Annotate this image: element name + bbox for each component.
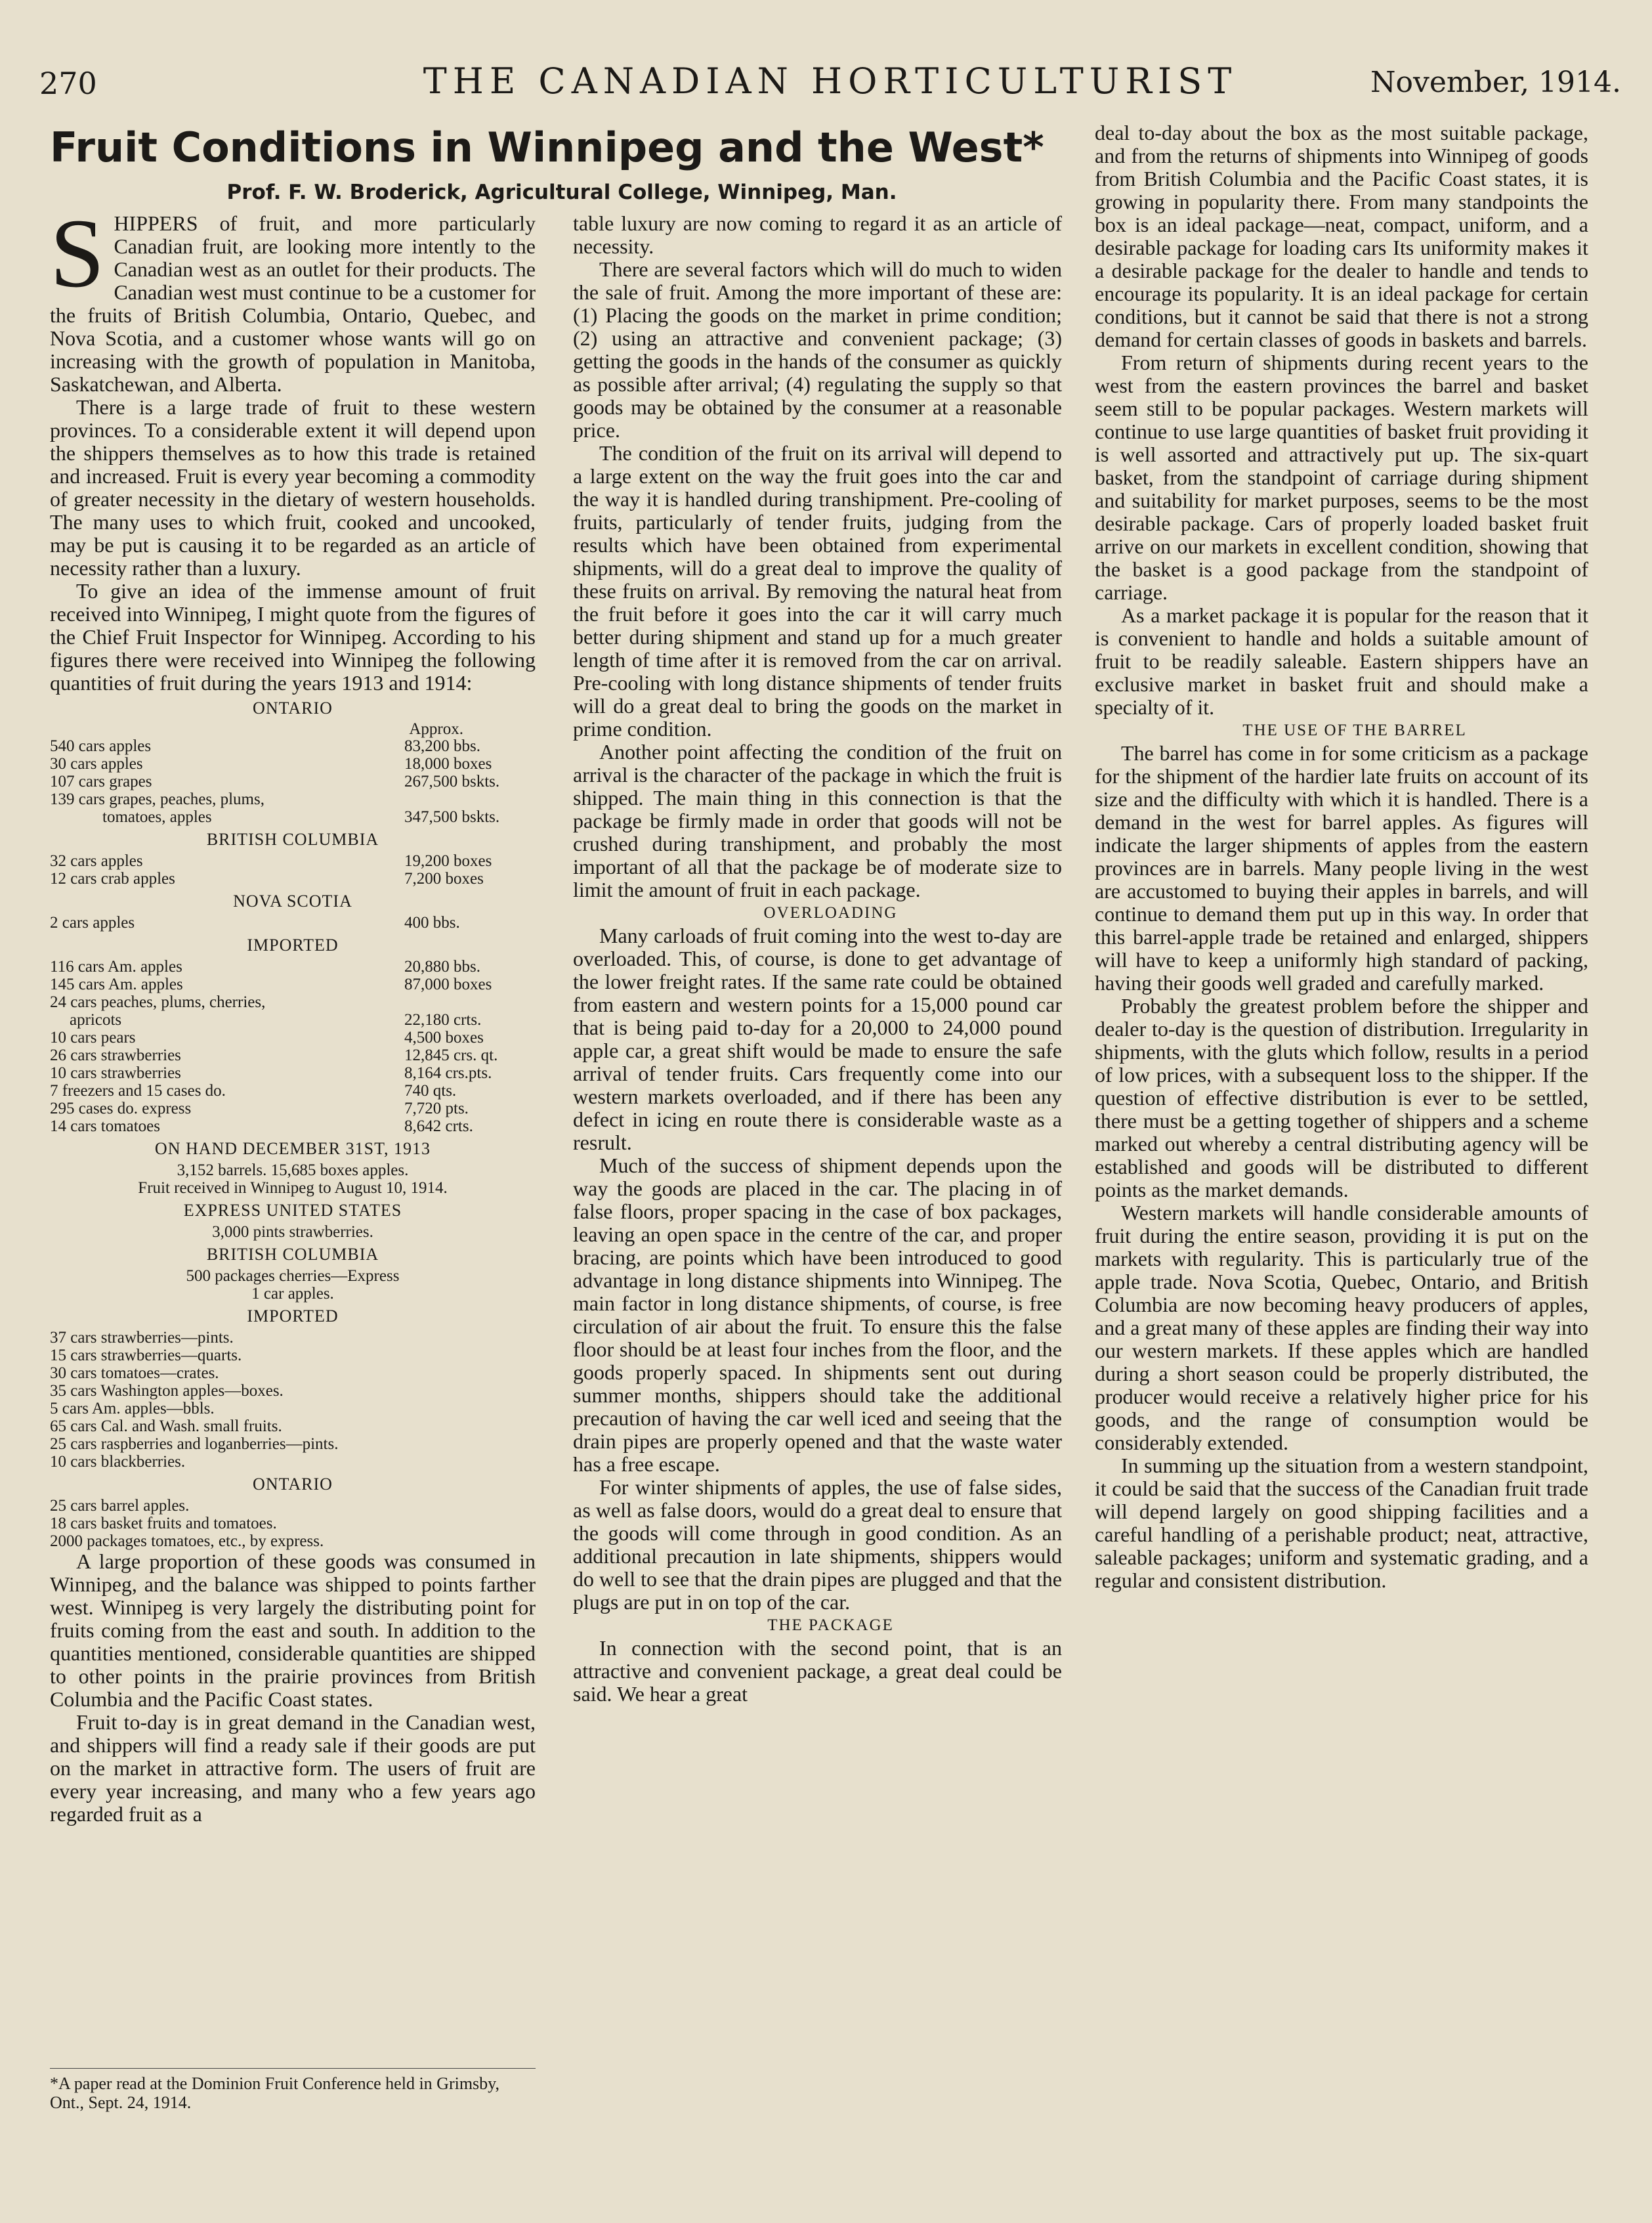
table-section-heading: NOVA SCOTIA — [233, 892, 352, 911]
paragraph: Probably the greatest problem before the shipper and dealer to-day is the question of distribution. Irregularity in shipments, with the gluts which follow, results in a period of low prices, with a subsequent loss to the shipper. If the question of effective distribution is ever to be settled, there must be a getting together of shippers and a scheme marked out whereby a central distributing agency will be established and goods will be distributed to different points as the market demands. — [1095, 994, 1588, 1201]
table-row: 12 cars crab apples 7,200 boxes — [50, 870, 484, 888]
table-section-heading: BRITISH COLUMBIA — [206, 1245, 379, 1264]
table-section-heading: ONTARIO — [253, 1475, 333, 1494]
table-note: Approx. — [409, 720, 463, 738]
paragraph: A large proportion of these goods was consumed in Winnipeg, and the balance was shipped to points farther west. Winnipeg is very largely the distributing point for fruits coming from the east and south. In addition to the quantities mentioned, considerable quantities are shipped to other points in the prairie provinces from British Columbia and the Pacific Coast states. — [50, 1549, 536, 1711]
table-section-heading: IMPORTED — [247, 1306, 339, 1326]
table-line: 3,152 barrels. 15,685 boxes apples. — [177, 1161, 409, 1179]
table-line: 500 packages cherries—Express — [186, 1267, 400, 1285]
table-line: 35 cars Washington apples—boxes. — [50, 1382, 284, 1400]
table-row: 540 cars apples 83,200 bbs. — [50, 737, 480, 755]
table-line: 25 cars raspberries and loganberries—pints. — [50, 1435, 339, 1453]
table-row: 10 cars strawberries 8,164 crs.pts. — [50, 1064, 492, 1082]
table-line: 10 cars blackberries. — [50, 1453, 186, 1471]
column-1 — [50, 199, 536, 1826]
table-row: 2 cars apples 400 bbs. — [50, 914, 460, 932]
paragraph: Fruit to-day is in great demand in the Canadian west, and shippers will find a ready sale if their goods are put on the market in attractive form. The users of fruit are every year increasing, and many who a few years ago regarded fruit as a — [50, 1710, 536, 1826]
paragraph: The barrel has come in for some criticism as a package for the shipment of the hardier late fruits on account of its size and the difficulty with which it is handled. There is a demand in the west for barrel apples. As figures will indicate the larger shipments of apples from the eastern provinces are in barrels. Many people living in the west are accustomed to buying their apples in barrels, and will continue to demand them put up in this way. In order that this barrel-apple trade be retained and enlarged, shippers will have to keep a uniformly high standard of packing, having their goods well graded and carefully marked. — [1095, 741, 1588, 995]
fruit-table — [50, 697, 536, 1550]
table-line: 30 cars tomatoes—crates. — [50, 1364, 219, 1382]
table-row: 14 cars tomatoes 8,642 crts. — [50, 1117, 473, 1135]
column-2 — [573, 212, 1062, 1706]
table-row: apricots 22,180 crts. — [70, 1011, 482, 1029]
table-line: 15 cars strawberries—quarts. — [50, 1347, 242, 1364]
table-section-heading: ON HAND DECEMBER 31ST, 1913 — [154, 1139, 431, 1158]
page-number: 270 — [39, 66, 97, 101]
column-3 — [1095, 121, 1588, 1592]
article-author: Prof. F. W. Broderick, Agricultural College, Winnipeg, Man. — [226, 181, 897, 204]
table-row: 139 cars grapes, peaches, plums, — [50, 790, 265, 808]
paragraph: Another point affecting the condition of the fruit on arrival is the character of the package in which the fruit is shipped. The main thing in this connection is that the package be firmly made in order that goods will not be crushed during transhipment, and probably the most important of all that the package be of moderate size to limit the amount of fruit in each package. — [573, 740, 1062, 901]
table-row: tomatoes, apples 347,500 bskts. — [102, 808, 500, 826]
table-row: 145 cars Am. apples 87,000 boxes — [50, 976, 492, 993]
table-rows-ontario — [50, 737, 536, 826]
paragraph: As a market package it is popular for the reason that it is convenient to handle and holds a suitable amount of fruit to be readily saleable. Eastern shippers have an exclusive market in basket fruit and should make a specialty of it. — [1095, 603, 1588, 719]
paragraph: From return of shipments during recent years to the west from the eastern provinces the barrel and basket seem still to be popular packages. Western markets will continue to use large quantities of basket fruit providing it is well assorted and attractively put up. The six-quart basket, from the standpoint of carriage during shipment and suitability for market purposes, seems to be the most desirable package. Cars of properly loaded basket fruit arrive on our markets in excellent condition, showing that the basket is a good package from the standpoint of carriage. — [1095, 351, 1588, 604]
table-section-heading: IMPORTED — [247, 936, 339, 955]
paragraph: Many carloads of fruit coming into the west to-day are overloaded. This, of course, is done to get advantage of the lower freight rates. If the same rate could be obtained from eastern and western points for a 15,000 pound car that is being paid to-day for a 20,000 to 24,000 pound apple car, a great shift would be made to ensure the safe arrival of tender fruits. Cars frequently come into our western markets overloaded, and if there has been any defect in icing en route there is considerable waste as a resrult. — [573, 924, 1062, 1154]
paragraph: Much of the success of shipment depends upon the way the goods are placed in the car. The placing in of false floors, proper spacing in the case of box packages, leaving an open space in the centre of the car, and proper bracing, are points which have been introduced to good advantage in long distance shipments into Winnipeg. The main factor in long distance shipments, of course, is free circulation of air about the fruit. To ensure this the false floor should be at least four inches from the floor, and the goods properly spaced. In shipments sent out during summer months, shippers should take the additional precaution of having the car well iced and seeing that the drain pipes are properly opened and that the waste water has a free escape. — [573, 1154, 1062, 1476]
table-line: 37 cars strawberries—pints. — [50, 1329, 234, 1347]
article-title: Fruit Conditions in Winnipeg and the West* — [50, 123, 1044, 171]
table-row: 24 cars peaches, plums, cherries, — [50, 993, 266, 1011]
table-line: 25 cars barrel apples. — [50, 1497, 190, 1515]
paragraph: deal to-day about the box as the most suitable package, and from the returns of shipments into Winnipeg of goods from British Columbia and the Pacific Coast states, it is growing in popularity there. From many standpoints the box is an ideal package—neat, compact, uniform, and a desirable package for loading cars Its uniformity makes it a desirable package for the dealer to handle and tends to encourage its popularity. It is an ideal package for certain conditions, but it cannot be said that there is not a strong demand for certain classes of goods in baskets and barrels. — [1095, 121, 1588, 351]
paragraph: In summing up the situation from a western standpoint, it could be said that the success of the Canadian fruit trade will depend largely on good shipping facilities and a careful handling of a perishable product; neat, attractive, saleable packages; uniform and systematic grading, and a regular and consistent distribution. — [1095, 1454, 1588, 1592]
table-section-heading: EXPRESS UNITED STATES — [183, 1201, 402, 1220]
table-line: 1 car apples. — [251, 1285, 334, 1303]
table-section-heading: ONTARIO — [253, 699, 333, 718]
table-line: 18 cars basket fruits and tomatoes. — [50, 1515, 277, 1532]
table-section-heading: BRITISH COLUMBIA — [206, 830, 379, 849]
paragraph: In connection with the second point, that is an attractive and convenient package, a great deal could be said. We hear a great — [573, 1636, 1062, 1706]
section-heading: THE PACKAGE — [767, 1616, 894, 1634]
table-row: 116 cars Am. apples 20,880 bbs. — [50, 958, 480, 976]
section-heading: THE USE OF THE BARREL — [1242, 722, 1467, 739]
table-line: 65 cars Cal. and Wash. small fruits. — [50, 1417, 282, 1435]
page-header — [39, 60, 1621, 106]
issue-date: November, 1914. — [1370, 66, 1621, 99]
table-row: 7 freezers and 15 cases do. 740 qts. — [50, 1082, 457, 1100]
table-line: Fruit received in Winnipeg to August 10, 1914. — [138, 1179, 448, 1197]
table-line: 5 cars Am. apples—bbls. — [50, 1400, 215, 1417]
table-row: 10 cars pears 4,500 boxes — [50, 1029, 484, 1047]
table-row: 32 cars apples 19,200 boxes — [50, 852, 492, 870]
paragraph: SHIPPERS of fruit, and more particularly Canadian fruit, are looking more intently to the Canadian west as an outlet for their products. The Canadian west must continue to be a customer for the fruits of British Columbia, Ontario, Quebec, and Nova Scotia, and a customer whose wants will go on increasing with the growth of population in Manitoba, Saskatchewan, and Alberta. — [50, 199, 536, 396]
section-heading: OVERLOADING — [763, 904, 898, 922]
paragraph: Western markets will handle considerable amounts of fruit during the entire season, providing it is put on the markets with regularity. This is particularly true of the apple trade. Nova Scotia, Quebec, Ontario, and British Columbia are now becoming heavy producers of apples, and a great many of these apples are finding their way into our western markets. If these apples which are handled during a short season could be properly distributed, the producer would receive a relatively higher price for his goods, and the range of consumption would be considerably extended. — [1095, 1201, 1588, 1454]
table-row: 26 cars strawberries 12,845 crs. qt. — [50, 1047, 498, 1064]
table-line: 2000 packages tomatoes, etc., by express. — [50, 1532, 324, 1550]
paragraph: There are several factors which will do much to widen the sale of fruit. Among the more important of these are: (1) Placing the goods on the market in prime condition; (2) using an attractive and convenient package; (3) getting the goods in the hands of the consumer as quickly as possible after arrival; (4) regulating the supply so that goods may be obtained by the consumer at a reasonable price. — [573, 257, 1062, 442]
journal-title: THE CANADIAN HORTICULTURIST — [423, 60, 1238, 102]
paragraph: To give an idea of the immense amount of fruit received into Winnipeg, I might quote from the figures of the Chief Fruit Inspector for Winnipeg. According to his figures there were received into Winnipeg the following quantities of fruit during the years 1913 and 1914: — [50, 579, 536, 695]
paragraph: table luxury are now coming to regard it as an article of necessity. — [573, 211, 1062, 258]
footnote: *A paper read at the Dominion Fruit Conference held in Grimsby, Ont., Sept. 24, 1914. — [50, 2068, 536, 2112]
table-row: 30 cars apples 18,000 boxes — [50, 755, 492, 773]
table-line: 3,000 pints strawberries. — [212, 1223, 373, 1241]
table-row: 295 cases do. express 7,720 pts. — [50, 1100, 469, 1117]
paragraph: There is a large trade of fruit to these western provinces. To a considerable extent it will depend upon the shippers themselves as to how this trade is retained and increased. Fruit is every year becoming a commodity of greater necessity in the dietary of western households. The many uses to which fruit, cooked and uncooked, may be put is causing it to be regarded as an article of necessity rather than a luxury. — [50, 395, 536, 580]
drop-cap: S — [50, 199, 105, 308]
table-row: 107 cars grapes 267,500 bskts. — [50, 773, 500, 790]
paragraph: The condition of the fruit on its arrival will depend to a large extent on the way the fruit goes into the car and the way it is handled during transhipment. Pre-cooling of fruits, particularly of tender fruits, judging from the results which have been obtained from experimental shipments, will do a great deal to improve the quality of these fruits on arrival. By removing the natural heat from the fruit before it goes into the car it will carry much better during shipment and stand up for a much greater length of time after it is removed from the car on arrival. Pre-cooling with long distance shipments of tender fruits will do a great deal to bring the goods on the market in prime condition. — [573, 441, 1062, 741]
paragraph: For winter shipments of apples, the use of false sides, as well as false doors, would do a great deal to ensure that the goods will come through in good condition. As an additional precaution in late shipments, shippers would do well to see that the drain pipes are plugged and that the plugs are put in on top of the car. — [573, 1475, 1062, 1614]
